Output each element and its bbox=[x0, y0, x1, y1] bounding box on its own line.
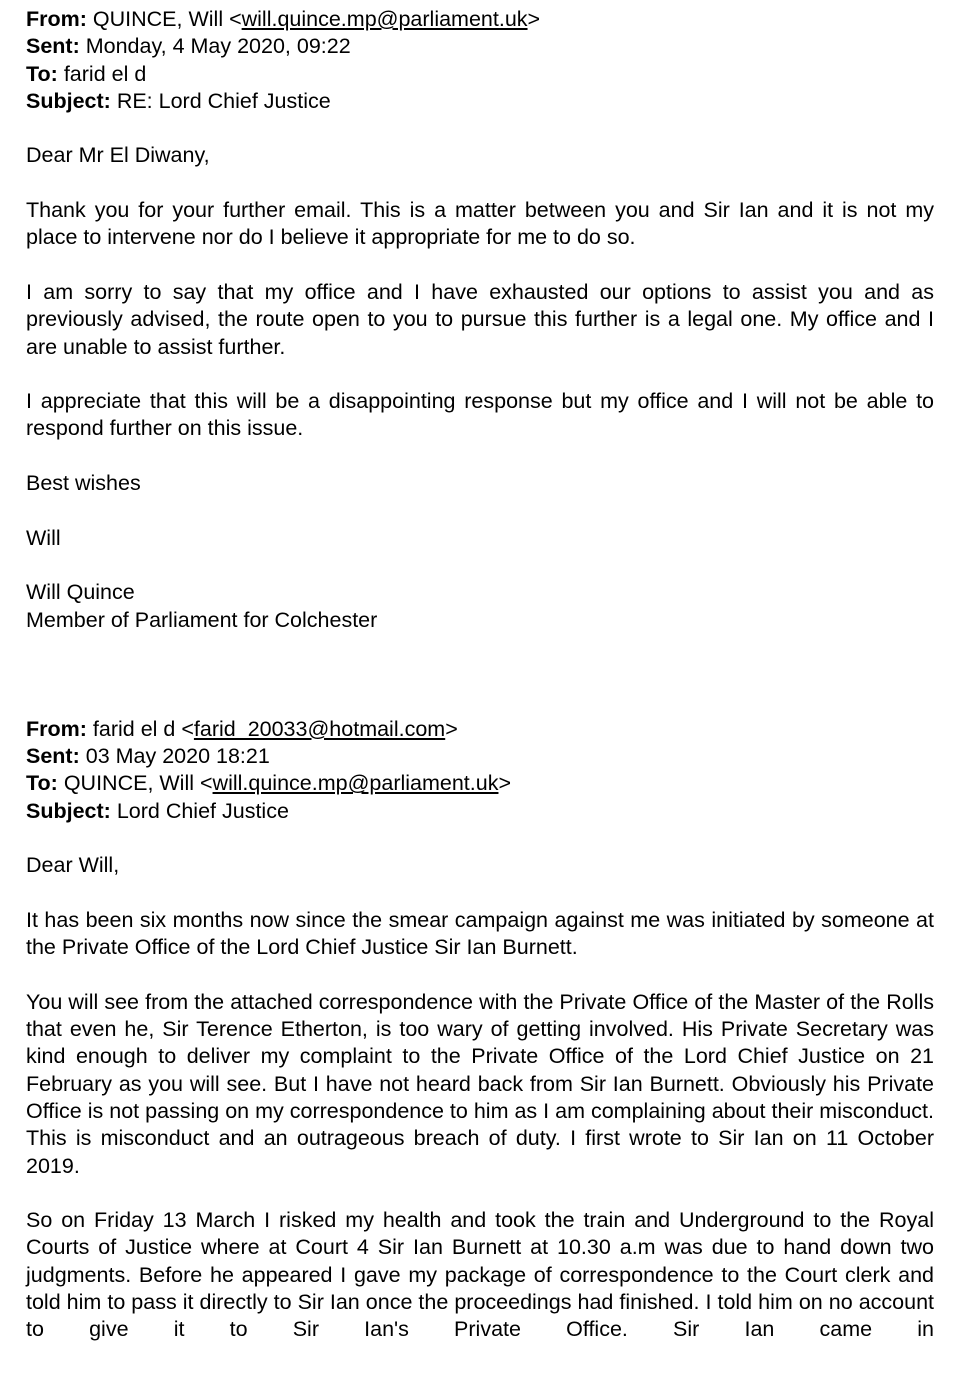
body-paragraph: I appreciate that this will be a disappointing response but my office and I will not be able to respond further on this issue. bbox=[26, 389, 934, 441]
sent-line bbox=[26, 743, 934, 770]
signature-name: Will Quince bbox=[26, 580, 135, 605]
body-paragraph: Thank you for your further email. This is a matter between you and Sir Ian and it is not my place to intervene nor do I believe it appropriate for me to do so. bbox=[26, 198, 934, 250]
body-paragraph: I am sorry to say that my office and I have exhausted our options to assist you and as previously advised, the route open to you to pursue this further is a legal one. My office and I are unable to assist further. bbox=[26, 279, 934, 359]
from-name: farid el d bbox=[92, 716, 176, 741]
email-header-reply bbox=[26, 6, 934, 115]
from-line: From: QUINCE, Will <will.quince.mp@parliament.uk> bbox=[26, 7, 541, 31]
subject-value: Lord Chief Justice bbox=[116, 798, 289, 823]
email-body-original bbox=[26, 852, 934, 1343]
subject-line bbox=[26, 88, 934, 115]
from-label: From: bbox=[26, 7, 87, 31]
signature-block bbox=[26, 579, 934, 634]
sign-off-name: Will bbox=[26, 525, 61, 550]
sent-value: Monday, 4 May 2020, 09:22 bbox=[85, 34, 351, 59]
to-value: farid el d bbox=[63, 61, 147, 86]
to-line: To: QUINCE, Will <will.quince.mp@parliament.uk> bbox=[26, 771, 512, 796]
subject-label: Subject: bbox=[26, 798, 111, 823]
signature-title: Member of Parliament for Colchester bbox=[26, 607, 378, 632]
to-email-link[interactable]: will.quince.mp@parliament.uk bbox=[212, 771, 499, 796]
from-email-link[interactable]: will.quince.mp@parliament.uk bbox=[241, 7, 528, 31]
email-header-original bbox=[26, 716, 934, 825]
body-paragraph: So on Friday 13 March I risked my health and took the train and Underground to the Royal Courts of Justice where at Court 4 Sir Ian Burnett at 10.30 a.m was due to hand down two judgments. Before he appeared I gave my package of correspondence to the Court clerk and told him to pass it directly to Sir Ian once the proceedings had finished. I told him on no account to give it to Sir Ian's Private Office. Sir Ian came in bbox=[26, 1208, 934, 1342]
body-paragraph: It has been six months now since the smear campaign against me was initiated by someone at the Private Office of the Lord Chief Justice Sir Ian Burnett. bbox=[26, 907, 934, 960]
greeting: Dear Will, bbox=[26, 853, 120, 878]
sent-line bbox=[26, 33, 934, 60]
to-label: To: bbox=[26, 771, 58, 796]
to-line bbox=[26, 61, 934, 88]
closing: Best wishes bbox=[26, 471, 141, 496]
from-line: From: farid el d <farid_20033@hotmail.com> bbox=[26, 716, 458, 741]
from-label: From: bbox=[26, 716, 87, 741]
greeting: Dear Mr El Diwany, bbox=[26, 143, 210, 168]
email-body-reply bbox=[26, 142, 934, 633]
to-label: To: bbox=[26, 61, 58, 86]
sent-label: Sent: bbox=[26, 34, 80, 59]
subject-value: RE: Lord Chief Justice bbox=[116, 88, 331, 113]
body-paragraph: You will see from the attached correspondence with the Private Office of the Master of the Rolls that even he, Sir Terence Etherton, is too wary of getting involved. His Private Secretary was kind enough to deliver my complaint to the Private Office of the Lord Chief Justice on 21 February as you will see. But I have not heard back from Sir Ian Burnett. Obviously his Private Office is not passing on my correspondence to him as I am complaining about their misconduct. This is misconduct and an outrageous breach of duty. I first wrote to Sir Ian on 11 October 2019. bbox=[26, 989, 934, 1178]
email-document bbox=[26, 6, 934, 1344]
subject-line bbox=[26, 798, 934, 825]
sent-label: Sent: bbox=[26, 744, 80, 769]
to-name: QUINCE, Will bbox=[63, 771, 195, 796]
from-name: QUINCE, Will bbox=[92, 7, 224, 31]
from-email-link[interactable]: farid_20033@hotmail.com bbox=[193, 716, 446, 741]
sent-value: 03 May 2020 18:21 bbox=[85, 744, 270, 769]
subject-label: Subject: bbox=[26, 88, 111, 113]
